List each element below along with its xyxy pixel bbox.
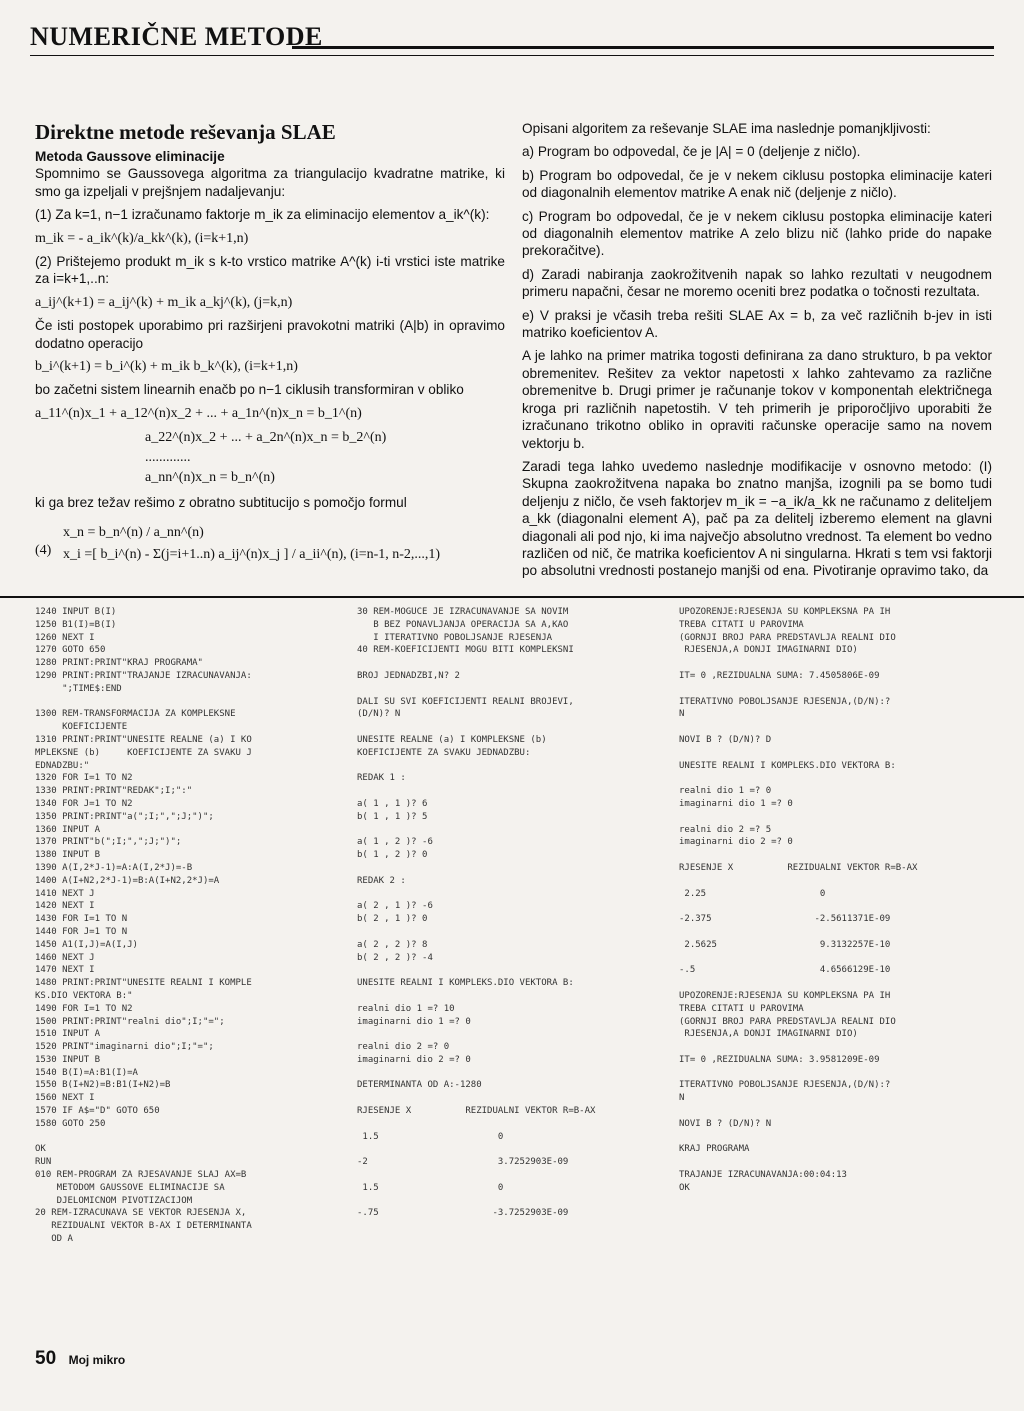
page-number: 50 bbox=[35, 1348, 57, 1369]
back-substitution-formula bbox=[35, 522, 505, 566]
header-rule-thin bbox=[30, 55, 994, 56]
paragraph: Spomnimo se Gaussovega algoritma za triangulacijo kvadratne matrike, ki smo ga izpeljali v prejšnjem nadaljevanju: bbox=[35, 166, 505, 199]
paragraph: a) Program bo odpovedal, če je |A| = 0 (deljenje z ničlo). bbox=[522, 144, 861, 160]
equation-system-row: a_22^(n)x_2 + ... + a_2n^(n)x_n = b_2^(n) bbox=[145, 430, 387, 446]
page-header bbox=[30, 22, 994, 62]
basic-listing-column-1: 1240 INPUT B(I) 1250 B1(I)=B(I) 1260 NEXT I 1270 GOTO 650 1280 PRINT:PRINT"KRAJ PROGRAMA" 1290 PRINT:PRINT"TRAJANJE IZRACUNAVANJA: ";TIME$:END 1300 REM-TRANSFORMACIJA ZA KOMPLEKSNE KOEFICIJENTE 1310 PRINT:PRINT"UNESITE REALNE (a) I KO MPLEKSNE (b) KOEFICIJENTE ZA SVAKU J EDNADZBU:" 1320 FOR I=1 TO N2 1330 PRINT:PRINT"REDAK";I;":" 1340 FOR J=1 TO N2 1350 PRINT:PRINT"a(";I;",";J;")"; 1360 INPUT A 1370 PRINT"b(";I;",";J;")"; 1380 INPUT B 1390 A(I,2*J-1)=A:A(I,2*J)=-B 1400 A(I+N2,2*J-1)=B:A(I+N2,2*J)=A 1410 NEXT J 1420 NEXT I 1430 FOR I=1 TO N 1440 FOR J=1 TO N 1450 A1(I,J)=A(I,J) 1460 NEXT J 1470 NEXT I 1480 PRINT:PRINT"UNESITE REALNI I KOMPLE KS.DIO VEKTORA B:" 1490 FOR I=1 TO N2 1500 PRINT:PRINT"realni dio";I;"="; 1510 INPUT A 1520 PRINT"imaginarni dio";I;"="; 1530 INPUT B 1540 B(I)=A:B1(I)=A 1550 B(I+N2)=B:B1(I+N2)=B 1560 NEXT I 1570 IF A$="D" GOTO 650 1580 GOTO 250 OK RUN 010 REM-PROGRAM ZA RJESAVANJE SLAJ AX=B METODOM GAUSSOVE ELIMINACIJE SA DJELOMICNOM PIVOTIZACIJOM 20 REM-IZRACUNAVA SE VEKTOR RJESENJA X, REZIDUALNI VEKTOR B-AX I DETERMINANTA OD A bbox=[35, 607, 252, 1245]
paragraph: bo začetni sistem linearnih enačb po n−1 ciklusih transformiran v obliko bbox=[35, 382, 464, 398]
paragraph: A je lahko na primer matrika togosti definirana za dano strukturo, b pa vektor obremenitev. Rešitev za vektor napetosti x lahko zahtevamo za različne obremenitve b. Drugi primer je računanje tokov v komponentah električnega kroga pri različnih napetostih. V teh primerih je priporočljivo uporabiti že izračunano trikotno obliko in opraviti računske operacije samo na novem vektorju b. bbox=[522, 348, 992, 451]
basic-listing-column-2: 30 REM-MOGUCE JE IZRACUNAVANJE SA NOVIM B BEZ PONAVLJANJA OPERACIJA SA A,KAO I ITERATIVNO POBOLJSANJE RJESENJA 40 REM-KOEFICIJENTI MOGU BITI KOMPLEKSNI BROJ JEDNADZBI,N? 2 DALI SU SVI KOEFICIJENTI REALNI BROJEVI, (D/N)? N UNESITE REALNE (a) I KOMPLEKSNE (b) KOEFICIJENTE ZA SVAKU JEDNADZBU: REDAK 1 : a( 1 , 1 )? 6 b( 1 , 1 )? 5 a( 1 , 2 )? -6 b( 1 , 2 )? 0 REDAK 2 : a( 2 , 1 )? -6 b( 2 , 1 )? 0 a( 2 , 2 )? 8 b( 2 , 2 )? -4 UNESITE REALNI I KOMPLEKS.DIO VEKTORA B: realni dio 1 =? 10 imaginarni dio 1 =? 0 realni dio 2 =? 0 imaginarni dio 2 =? 0 DETERMINANTA OD A:-1280 RJESENJE X REZIDUALNI VEKTOR R=B-AX 1.5 0 -2 3.7252903E-09 1.5 0 -.75 -3.7252903E-09 bbox=[357, 607, 596, 1219]
basic-listing-column-3: UPOZORENJE:RJESENJA SU KOMPLEKSNA PA IH TREBA CITATI U PAROVIMA (GORNJI BROJ PARA PREDSTAVLJA REALNI DIO RJESENJA,A DONJI IMAGINARNI DIO) IT= 0 ,REZIDUALNA SUMA: 7.4505806E-09 ITERATIVNO POBOLJSANJE RJESENJA,(D/N):? N NOVI B ? (D/N)? D UNESITE REALNI I KOMPLEKS.DIO VEKTORA B: realni dio 1 =? 0 imaginarni dio 1 =? 0 realni dio 2 =? 5 imaginarni dio 2 =? 0 RJESENJE X REZIDUALNI VEKTOR R=B-AX 2.25 0 -2.375 -2.5611371E-09 2.5625 9.3132257E-10 -.5 4.6566129E-10 UPOZORENJE:RJESENJA SU KOMPLEKSNA PA IH TREBA CITATI U PAROVIMA (GORNJI BROJ PARA PREDSTAVLJA REALNI DIO RJESENJA,A DONJI IMAGINARNI DIO) IT= 0 ,REZIDUALNA SUMA: 3.9581209E-09 ITERATIVNO POBOLJSANJE RJESENJA,(D/N):? N NOVI B ? (D/N)? N KRAJ PROGRAMA TRAJANJE IZRACUNAVANJA:00:04:13 OK bbox=[679, 607, 918, 1193]
equation: b_i^(k+1) = b_i^(k) + m_ik b_k^(k), (i=k+1,n) bbox=[35, 359, 298, 375]
page-footer bbox=[35, 1348, 125, 1370]
equation: m_ik = - a_ik^(k)/a_kk^(k), (i=k+1,n) bbox=[35, 230, 249, 246]
paragraph: d) Zaradi nabiranja zaokrožitvenih napak so lahko rezultati v neugodnem primeru napačni, česar ne moremo oceniti brez podatka o točnosti rezultata. bbox=[522, 266, 992, 300]
section-title: NUMERIČNE METODE bbox=[30, 22, 323, 51]
formula-line: x_n = b_n^(n) / a_nn^(n) bbox=[63, 524, 204, 540]
formula-label: (4) bbox=[35, 542, 52, 558]
paragraph: Če isti postopek uporabimo pri razširjeni pravokotni matriki (A|b) in opravimo dodatno operacijo bbox=[35, 318, 505, 351]
equation: a_ij^(k+1) = a_ij^(k) + m_ik a_kj^(k), (j=k,n) bbox=[35, 294, 293, 310]
magazine-name: Moj mikro bbox=[68, 1353, 126, 1367]
paragraph: ki ga brez težav rešimo z obratno subtitucijo s pomočjo formul bbox=[35, 495, 407, 511]
header-rule bbox=[292, 46, 994, 49]
paragraph: (2) Prištejemo produkt m_ik s k-to vrstico matrike A^(k) i-ti vrstici iste matrike za i=k+1,..n: bbox=[35, 254, 505, 287]
article-title: Direktne metode reševanja SLAE bbox=[35, 120, 336, 144]
equation-system bbox=[145, 428, 505, 488]
listing-divider bbox=[0, 596, 1024, 598]
formula-line: x_i =[ b_i^(n) - Σ(j=i+1..n) a_ij^(n)x_j ] / a_ii^(n), (i=n-1, n-2,...,1) bbox=[63, 546, 441, 562]
paragraph: c) Program bo odpovedal, če je v nekem ciklusu postopka eliminacije kateri od diagonalnih elementov matrike A zelo blizu nič (lahko pride do napake prekoračitve). bbox=[522, 208, 992, 259]
section-heading: Metoda Gaussove eliminacije bbox=[35, 149, 225, 164]
equation-system-row: ............. bbox=[145, 450, 191, 466]
paragraph: (1) Za k=1, n−1 izračunamo faktorje m_ik za eliminacijo elementov a_ik^(k): bbox=[35, 207, 490, 223]
paragraph: Opisani algoritem za reševanje SLAE ima naslednje pomanjkljivosti: bbox=[522, 121, 931, 136]
article-right-column bbox=[522, 120, 992, 586]
paragraph: b) Program bo odpovedal, če je v nekem ciklusu postopka eliminacije kateri od diagonalnih elementov matrike A enak nič (deljenje z ničlo). bbox=[522, 167, 992, 201]
equation-system-row: a_nn^(n)x_n = b_n^(n) bbox=[145, 470, 275, 486]
equation-system-row: a_11^(n)x_1 + a_12^(n)x_2 + ... + a_1n^(n)x_n = b_1^(n) bbox=[35, 405, 362, 421]
paragraph: e) V praksi je včasih treba rešiti SLAE Ax = b, za več različnih b-jev in isti matriko koeficientov A. bbox=[522, 307, 992, 341]
article-left-column bbox=[35, 120, 505, 566]
paragraph: Zaradi tega lahko uvedemo naslednje modifikacije v osnovno metodo: (I) Skupna zaokrožitvena napaka bo znatno manjša, izognili pa se bomo tudi deljenju z ničlo, če vseh faktorjev m_ik = −a_ik/a_kk ne računamo z deliteljem a_kk (diagonalni element A), pač pa za delitelj izberemo element na glavni diagonali ali pod njo, ki ima največjo absolutno vrednost. Ta element bo vedno različen od nič, če matrika koeficientov A ni singularna. Hkrati s tem vsi faktorji po absolutni vrednosti postanejo manjši od ena. Pivotiranje opravimo tako, da bbox=[522, 458, 992, 579]
